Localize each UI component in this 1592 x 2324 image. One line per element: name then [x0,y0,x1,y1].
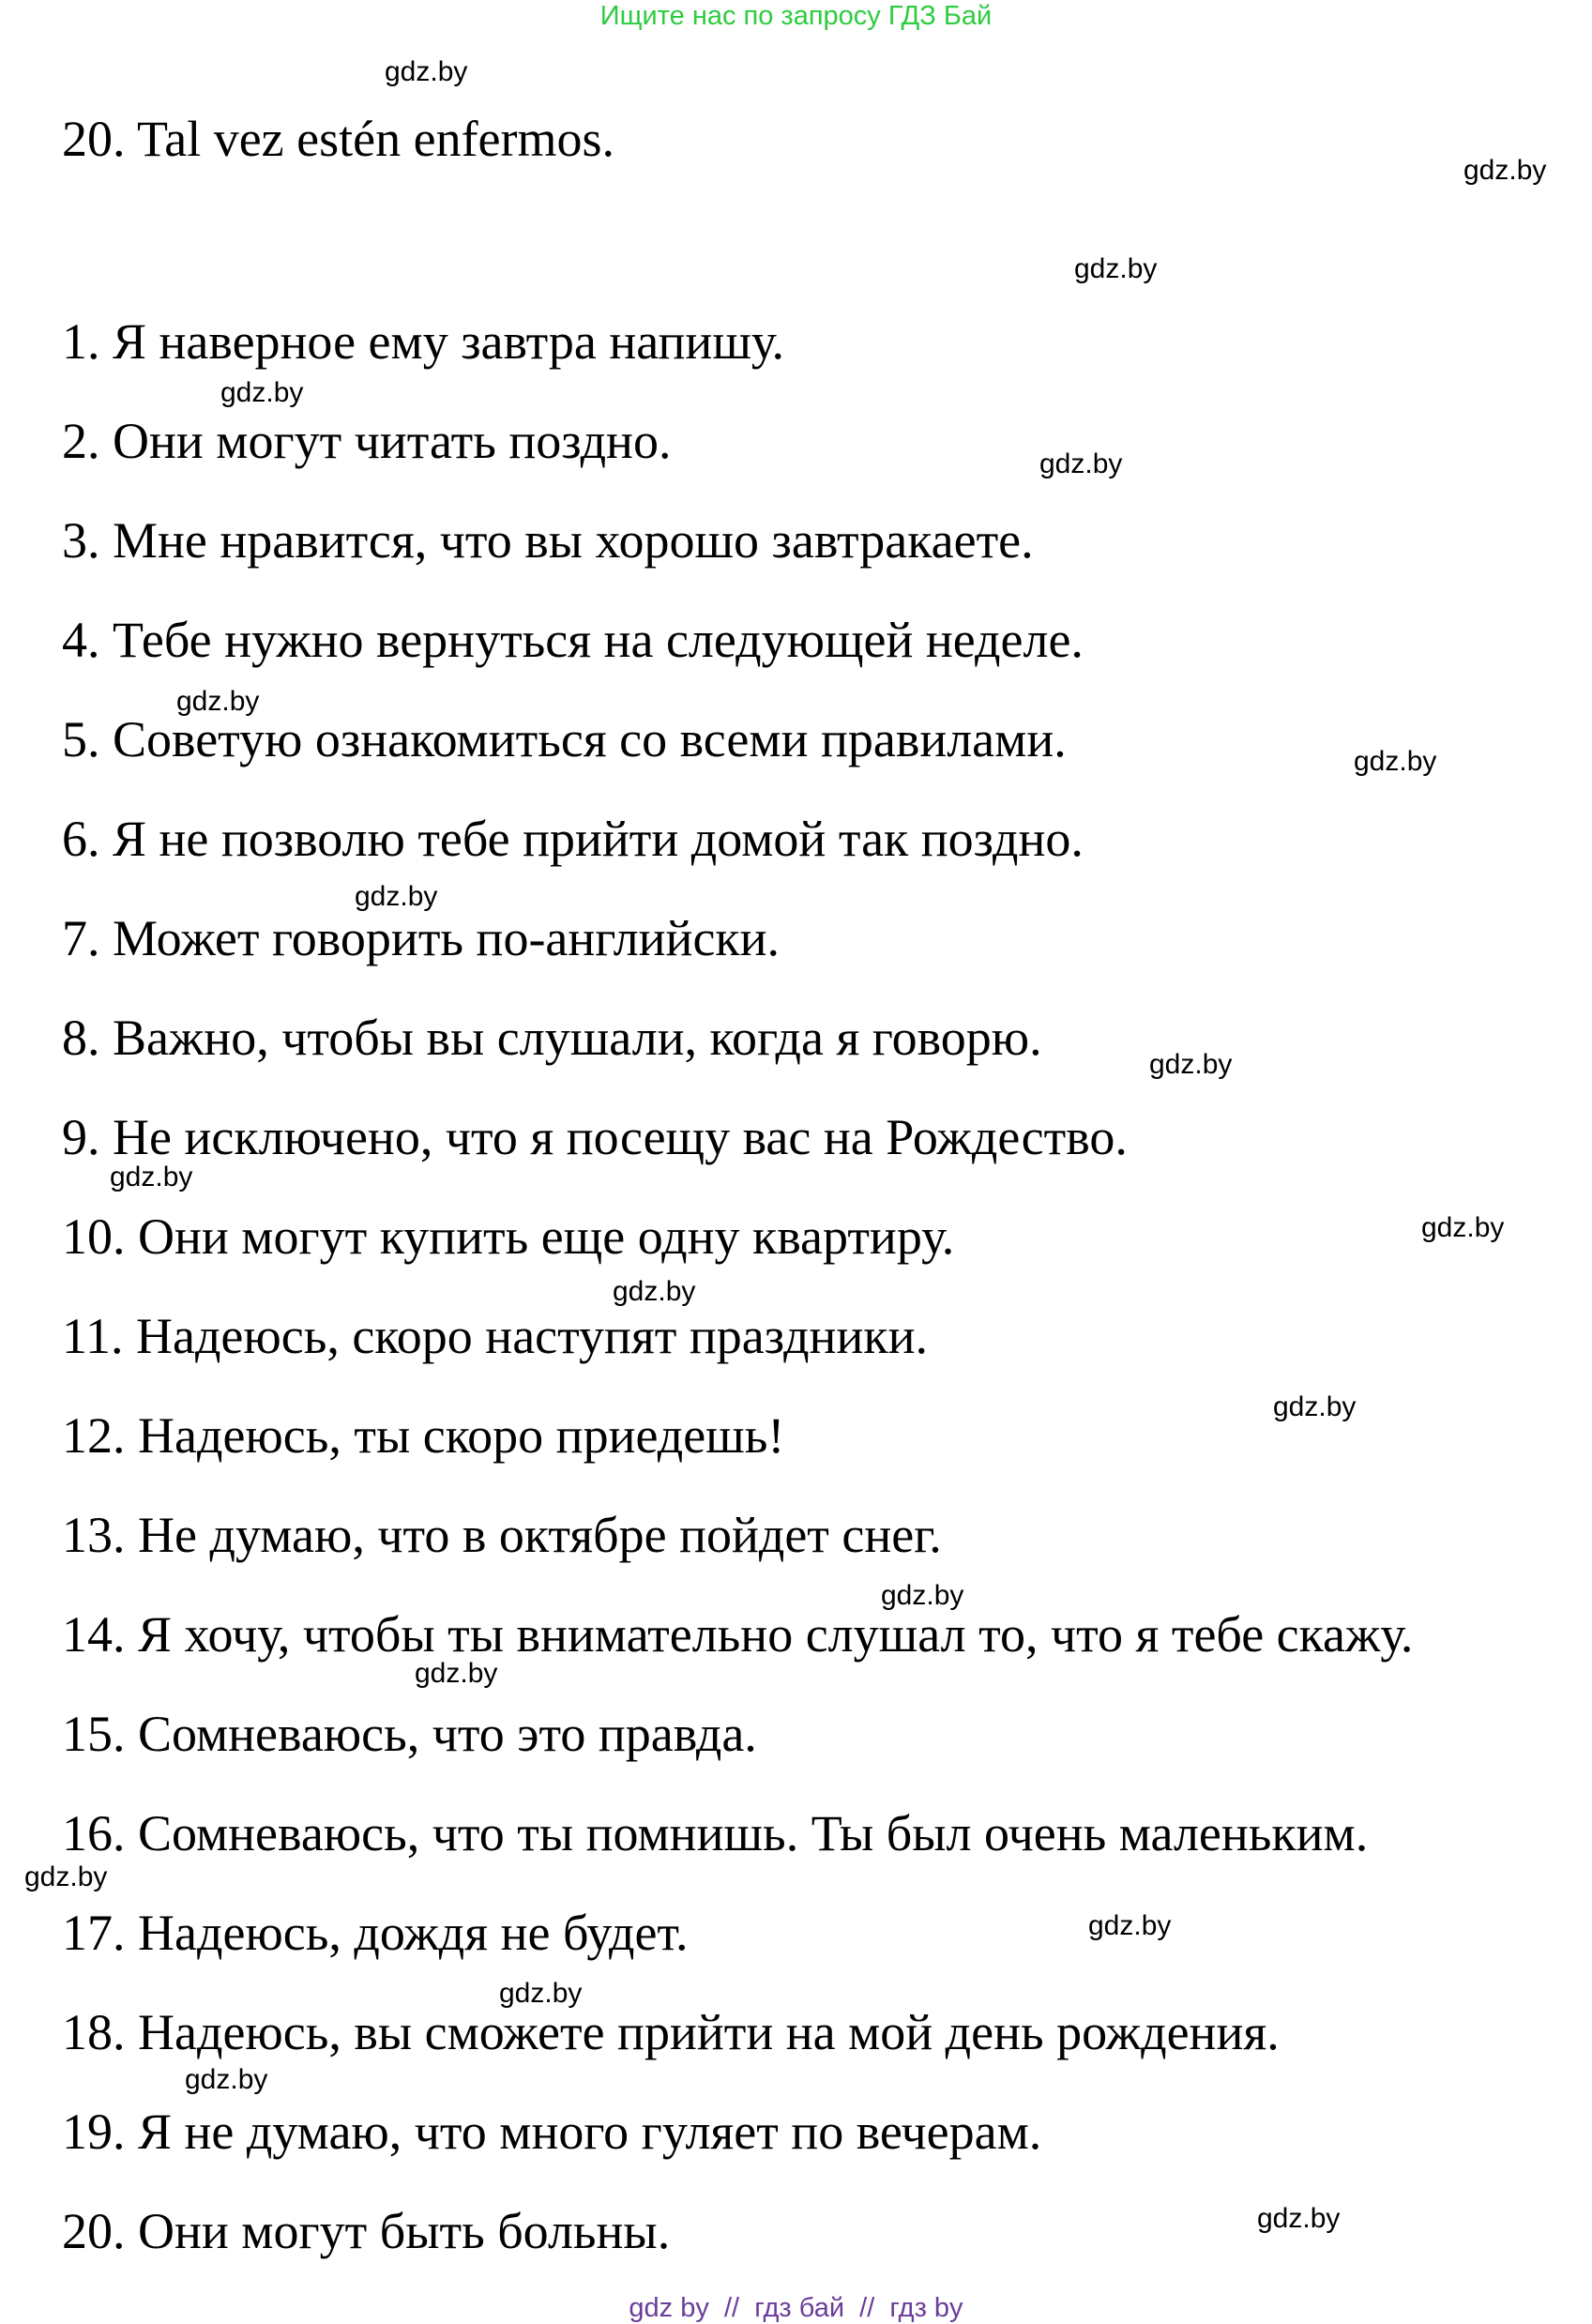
sentence-2: 2. Они могут читать поздно. [62,413,672,469]
watermark: gdz.by [1088,1910,1172,1941]
watermark: gdz.by [1421,1212,1505,1243]
sentence-11: 11. Надеюсь, скоро наступят праздники. [62,1308,928,1364]
footer-links[interactable]: gdz by // гдз бай // гдз by [629,2293,963,2323]
sentence-20: 20. Они могут быть больны. [62,2203,671,2259]
watermark: gdz.by [110,1162,193,1192]
top-banner[interactable]: Ищите нас по запросу ГДЗ Бай [599,1,993,31]
watermark: gdz.by [1273,1391,1357,1422]
sentence-7: 7. Может говорить по-английски. [62,910,781,966]
intro-line: 20. Tal vez estén enfermos. [62,111,615,167]
watermark: gdz.by [1257,2203,1341,2234]
watermark: gdz.by [220,377,304,408]
sentence-5: 5. Советую ознакомиться со всеми правилами. [62,711,1067,767]
sentence-14: 14. Я хочу, чтобы ты внимательно слушал то, что я тебе скажу. [62,1606,1414,1663]
watermark: gdz.by [1354,746,1437,777]
sentence-13: 13. Не думаю, что в октябре пойдет снег. [62,1507,942,1563]
sentence-8: 8. Важно, чтобы вы слушали, когда я говорю. [62,1010,1042,1066]
watermark: gdz.by [613,1276,696,1307]
watermark: gdz.by [385,56,468,87]
watermark: gdz.by [185,2064,268,2095]
watermark: gdz.by [1149,1049,1233,1080]
watermark: gdz.by [176,686,260,717]
watermark: gdz.by [415,1658,498,1689]
watermark: gdz.by [24,1861,108,1892]
sentence-3: 3. Мне нравится, что вы хорошо завтракаете. [62,512,1034,569]
watermark: gdz.by [881,1580,964,1611]
sentence-1: 1. Я наверное ему завтра напишу. [62,313,785,370]
sentence-10: 10. Они могут купить еще одну квартиру. [62,1208,955,1265]
sentence-15: 15. Сомневаюсь, что это правда. [62,1706,757,1762]
watermark: gdz.by [1039,448,1123,479]
watermark: gdz.by [1463,155,1547,186]
sentence-17: 17. Надеюсь, дождя не будет. [62,1905,689,1961]
sentence-19: 19. Я не думаю, что много гуляет по вечерам. [62,2104,1042,2160]
watermark: gdz.by [499,1978,583,2009]
watermark: gdz.by [355,881,438,912]
sentence-4: 4. Тебе нужно вернуться на следующей неделе. [62,612,1084,668]
sentence-9: 9. Не исключено, что я посещу вас на Рождество. [62,1109,1128,1165]
sentence-12: 12. Надеюсь, ты скоро приедешь! [62,1407,785,1464]
watermark: gdz.by [1074,253,1158,284]
sentence-6: 6. Я не позволю тебе прийти домой так поздно. [62,811,1084,867]
sentence-18: 18. Надеюсь, вы сможете прийти на мой день рождения. [62,2004,1280,2060]
sentence-16: 16. Сомневаюсь, что ты помнишь. Ты был очень маленьким. [62,1805,1369,1861]
